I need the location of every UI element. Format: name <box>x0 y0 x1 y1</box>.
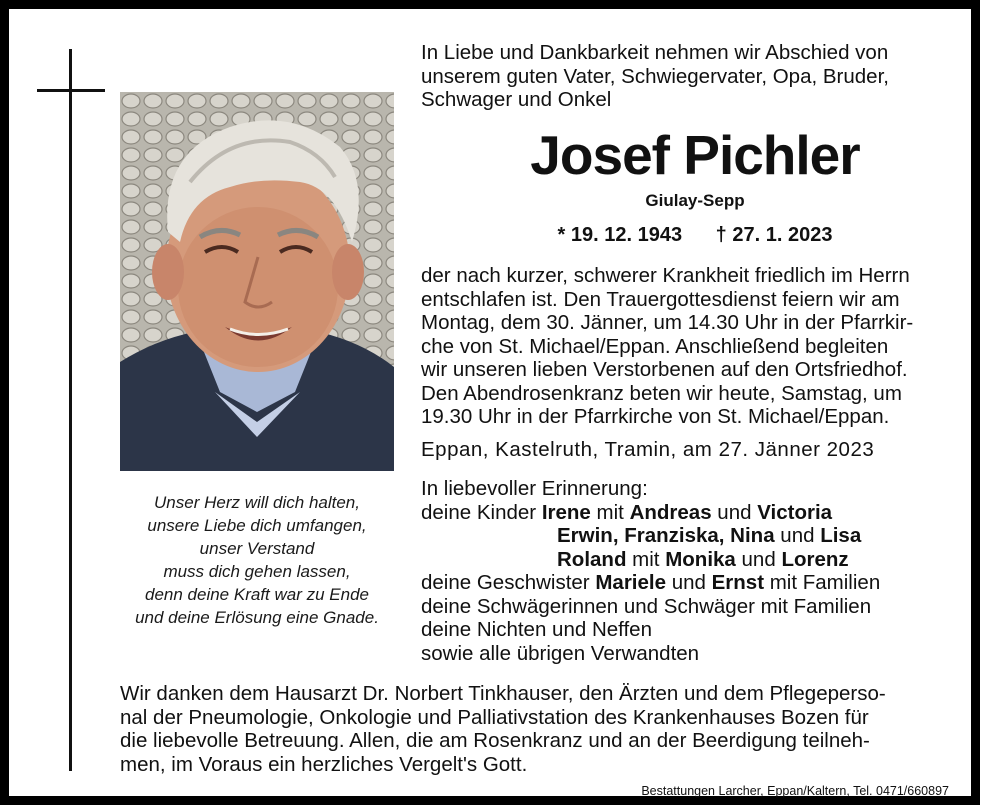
intro-text <box>421 41 969 112</box>
death-date: † 27. 1. 2023 <box>715 224 833 246</box>
poem-line: denn deine Kraft war zu Ende <box>145 585 369 604</box>
children-row-1 <box>421 501 880 525</box>
portrait-photo <box>120 92 394 471</box>
thanks-text <box>120 682 970 776</box>
relatives-row: sowie alle übrigen Verwandten <box>421 641 700 665</box>
place-and-date: Eppan, Kastelruth, Tramin, am 27. Jänner 2023 <box>421 438 875 461</box>
connector: und <box>671 571 706 594</box>
grandchild-name: Victoria <box>757 500 833 524</box>
families-suffix: mit Familien <box>769 571 881 594</box>
grandchild-name: Lisa <box>820 524 862 547</box>
cross-icon-horizontal <box>37 89 105 92</box>
body-line: 19.30 Uhr in der Pfarrkirche von St. Michael/Eppan. <box>421 405 890 428</box>
birth-date: * 19. 12. 1943 <box>557 224 683 246</box>
children-prefix: deine Kinder <box>421 500 537 524</box>
poem-line: muss dich gehen lassen, <box>163 562 351 581</box>
child-name: Irene <box>541 500 591 524</box>
poem-line: unsere Liebe dich umfangen, <box>147 516 367 535</box>
thanks-line: men, im Voraus ein herzliches Vergelt's Gott. <box>120 752 528 776</box>
body-line: wir unseren lieben Verstorbenen auf den Ortsfriedhof. <box>421 358 908 381</box>
poem-line: Unser Herz will dich halten, <box>154 493 360 512</box>
body-line: che von St. Michael/Eppan. Anschließend begleiten <box>421 334 889 358</box>
connector: und <box>741 547 776 571</box>
body-line: entschlafen ist. Den Trauergottesdienst feiern wir am <box>421 287 900 311</box>
intro-line: unserem guten Vater, Schwiegervater, Opa, Bruder, <box>421 64 889 88</box>
connector: mit <box>596 500 624 524</box>
grandchild-name: Lorenz <box>781 547 849 571</box>
thanks-line: Wir danken dem Hausarzt Dr. Norbert Tinkhauser, den Ärzten und dem Pflegeperso- <box>120 682 886 705</box>
announcement-text <box>421 264 969 429</box>
sibling-name: Ernst <box>711 571 765 594</box>
thanks-line: nal der Pneumologie, Onkologie und Palliativstation des Krankenhauses Bozen für <box>120 705 869 729</box>
deceased-name: Josef Pichler <box>530 124 860 186</box>
mourners-list <box>421 477 880 665</box>
connector: und <box>780 524 815 547</box>
siblings-row <box>421 571 880 595</box>
connector: mit <box>632 547 660 571</box>
spouse-name: Andreas <box>629 500 712 524</box>
cross-icon-vertical <box>69 49 72 771</box>
poem-line: und deine Erlösung eine Gnade. <box>135 608 379 627</box>
body-line: Montag, dem 30. Jänner, um 14.30 Uhr in der Pfarrkir- <box>421 311 914 334</box>
nickname: Giulay-Sepp <box>645 191 745 210</box>
mourners-heading: In liebevoller Erinnerung: <box>421 477 648 500</box>
life-dates <box>421 224 969 247</box>
inlaws-row: deine Schwägerinnen und Schwäger mit Familien <box>421 594 872 618</box>
nieces-row: deine Nichten und Neffen <box>421 618 652 641</box>
poem <box>114 491 400 629</box>
child-names: Erwin, Franziska, Nina <box>557 524 775 547</box>
intro-line: Schwager und Onkel <box>421 88 612 111</box>
thanks-line: die liebevolle Betreuung. Allen, die am Rosenkranz und an der Beerdigung teilneh- <box>120 729 870 752</box>
siblings-prefix: deine Geschwister <box>421 571 590 594</box>
child-name: Roland <box>557 547 627 571</box>
undertaker-credit: Bestattungen Larcher, Eppan/Kaltern, Tel. 0471/660897 <box>641 784 949 798</box>
poem-line: unser Verstand <box>199 539 315 558</box>
body-line: der nach kurzer, schwerer Krankheit friedlich im Herrn <box>421 264 910 287</box>
spouse-name: Monika <box>665 547 736 571</box>
children-row-2 <box>421 524 880 548</box>
sibling-name: Mariele <box>595 571 666 594</box>
children-row-3 <box>421 548 880 572</box>
connector: und <box>717 500 752 524</box>
intro-line: In Liebe und Dankbarkeit nehmen wir Abschied von <box>421 41 889 64</box>
body-line: Den Abendrosenkranz beten wir heute, Samstag, um <box>421 381 902 405</box>
